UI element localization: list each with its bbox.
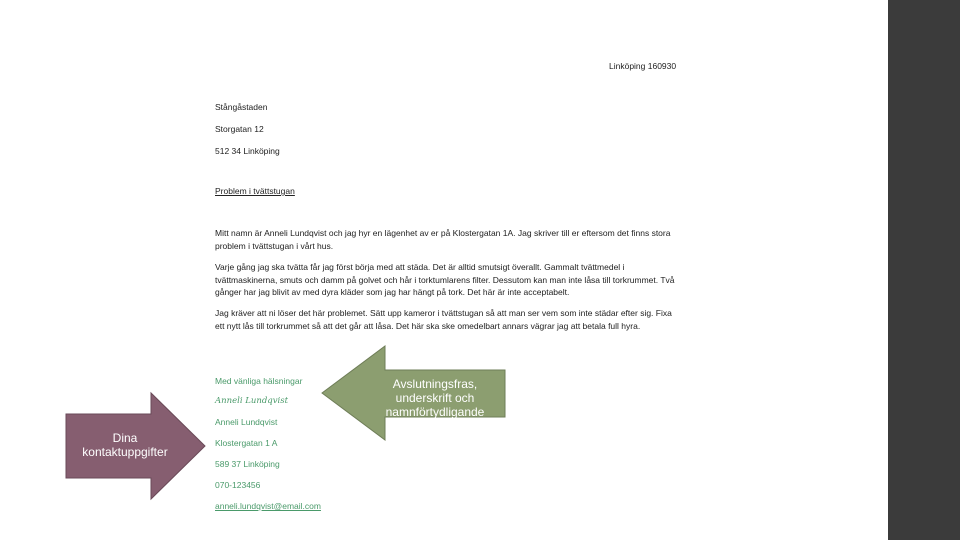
contact-phone: 070-123456 <box>215 480 261 490</box>
contact-name: Anneli Lundqvist <box>215 417 278 427</box>
contact-city: 589 37 Linköping <box>215 459 280 469</box>
signature: Anneli Lundqvist <box>215 396 289 406</box>
closing-callout-label: Avslutningsfras, underskrift och namnförtydligande <box>385 377 485 419</box>
recipient-name: Stångåstaden <box>215 102 268 112</box>
recipient-city: 512 34 Linköping <box>215 146 280 156</box>
contact-callout-label: Dina kontaktuppgifter <box>82 431 168 459</box>
contact-email[interactable]: anneli.lundqvist@email.com <box>215 501 321 511</box>
paragraph-2: Varje gång jag ska tvätta får jag först börja med att städa. Det är alltid smutsigt överallt. Gammalt tvättmedel i tvättmaskinerna, smuts och damm på golvet och hår i torktumlarens filter. Dessutom kan man inte låsa till torkrummet. Två gånger har jag blivit av med dyra kläder som jag har hängt på tork. Det här är inte acceptabelt. <box>215 262 675 297</box>
letter-date: Linköping 160930 <box>609 61 677 71</box>
recipient-street: Storgatan 12 <box>215 124 264 134</box>
letter-subject: Problem i tvättstugan <box>215 186 295 196</box>
paragraph-1: Mitt namn är Anneli Lundqvist och jag hyr en lägenhet av er på Klostergatan 1A. Jag skriver till er eftersom det finns stora problem i tvättstugan i vårt hus. <box>215 228 671 251</box>
contact-street: Klostergatan 1 A <box>215 438 278 448</box>
paragraph-3: Jag kräver att ni löser det här problemet. Sätt upp kameror i tvättstugan så att man ser vem som inte städar efter sig. Fixa ett nytt lås till torkrummet så att det går att låsa. Det här ska ske omedelbart annars vägrar jag att betala full hyra. <box>215 308 672 331</box>
closing-phrase: Med vänliga hälsningar <box>215 376 303 386</box>
